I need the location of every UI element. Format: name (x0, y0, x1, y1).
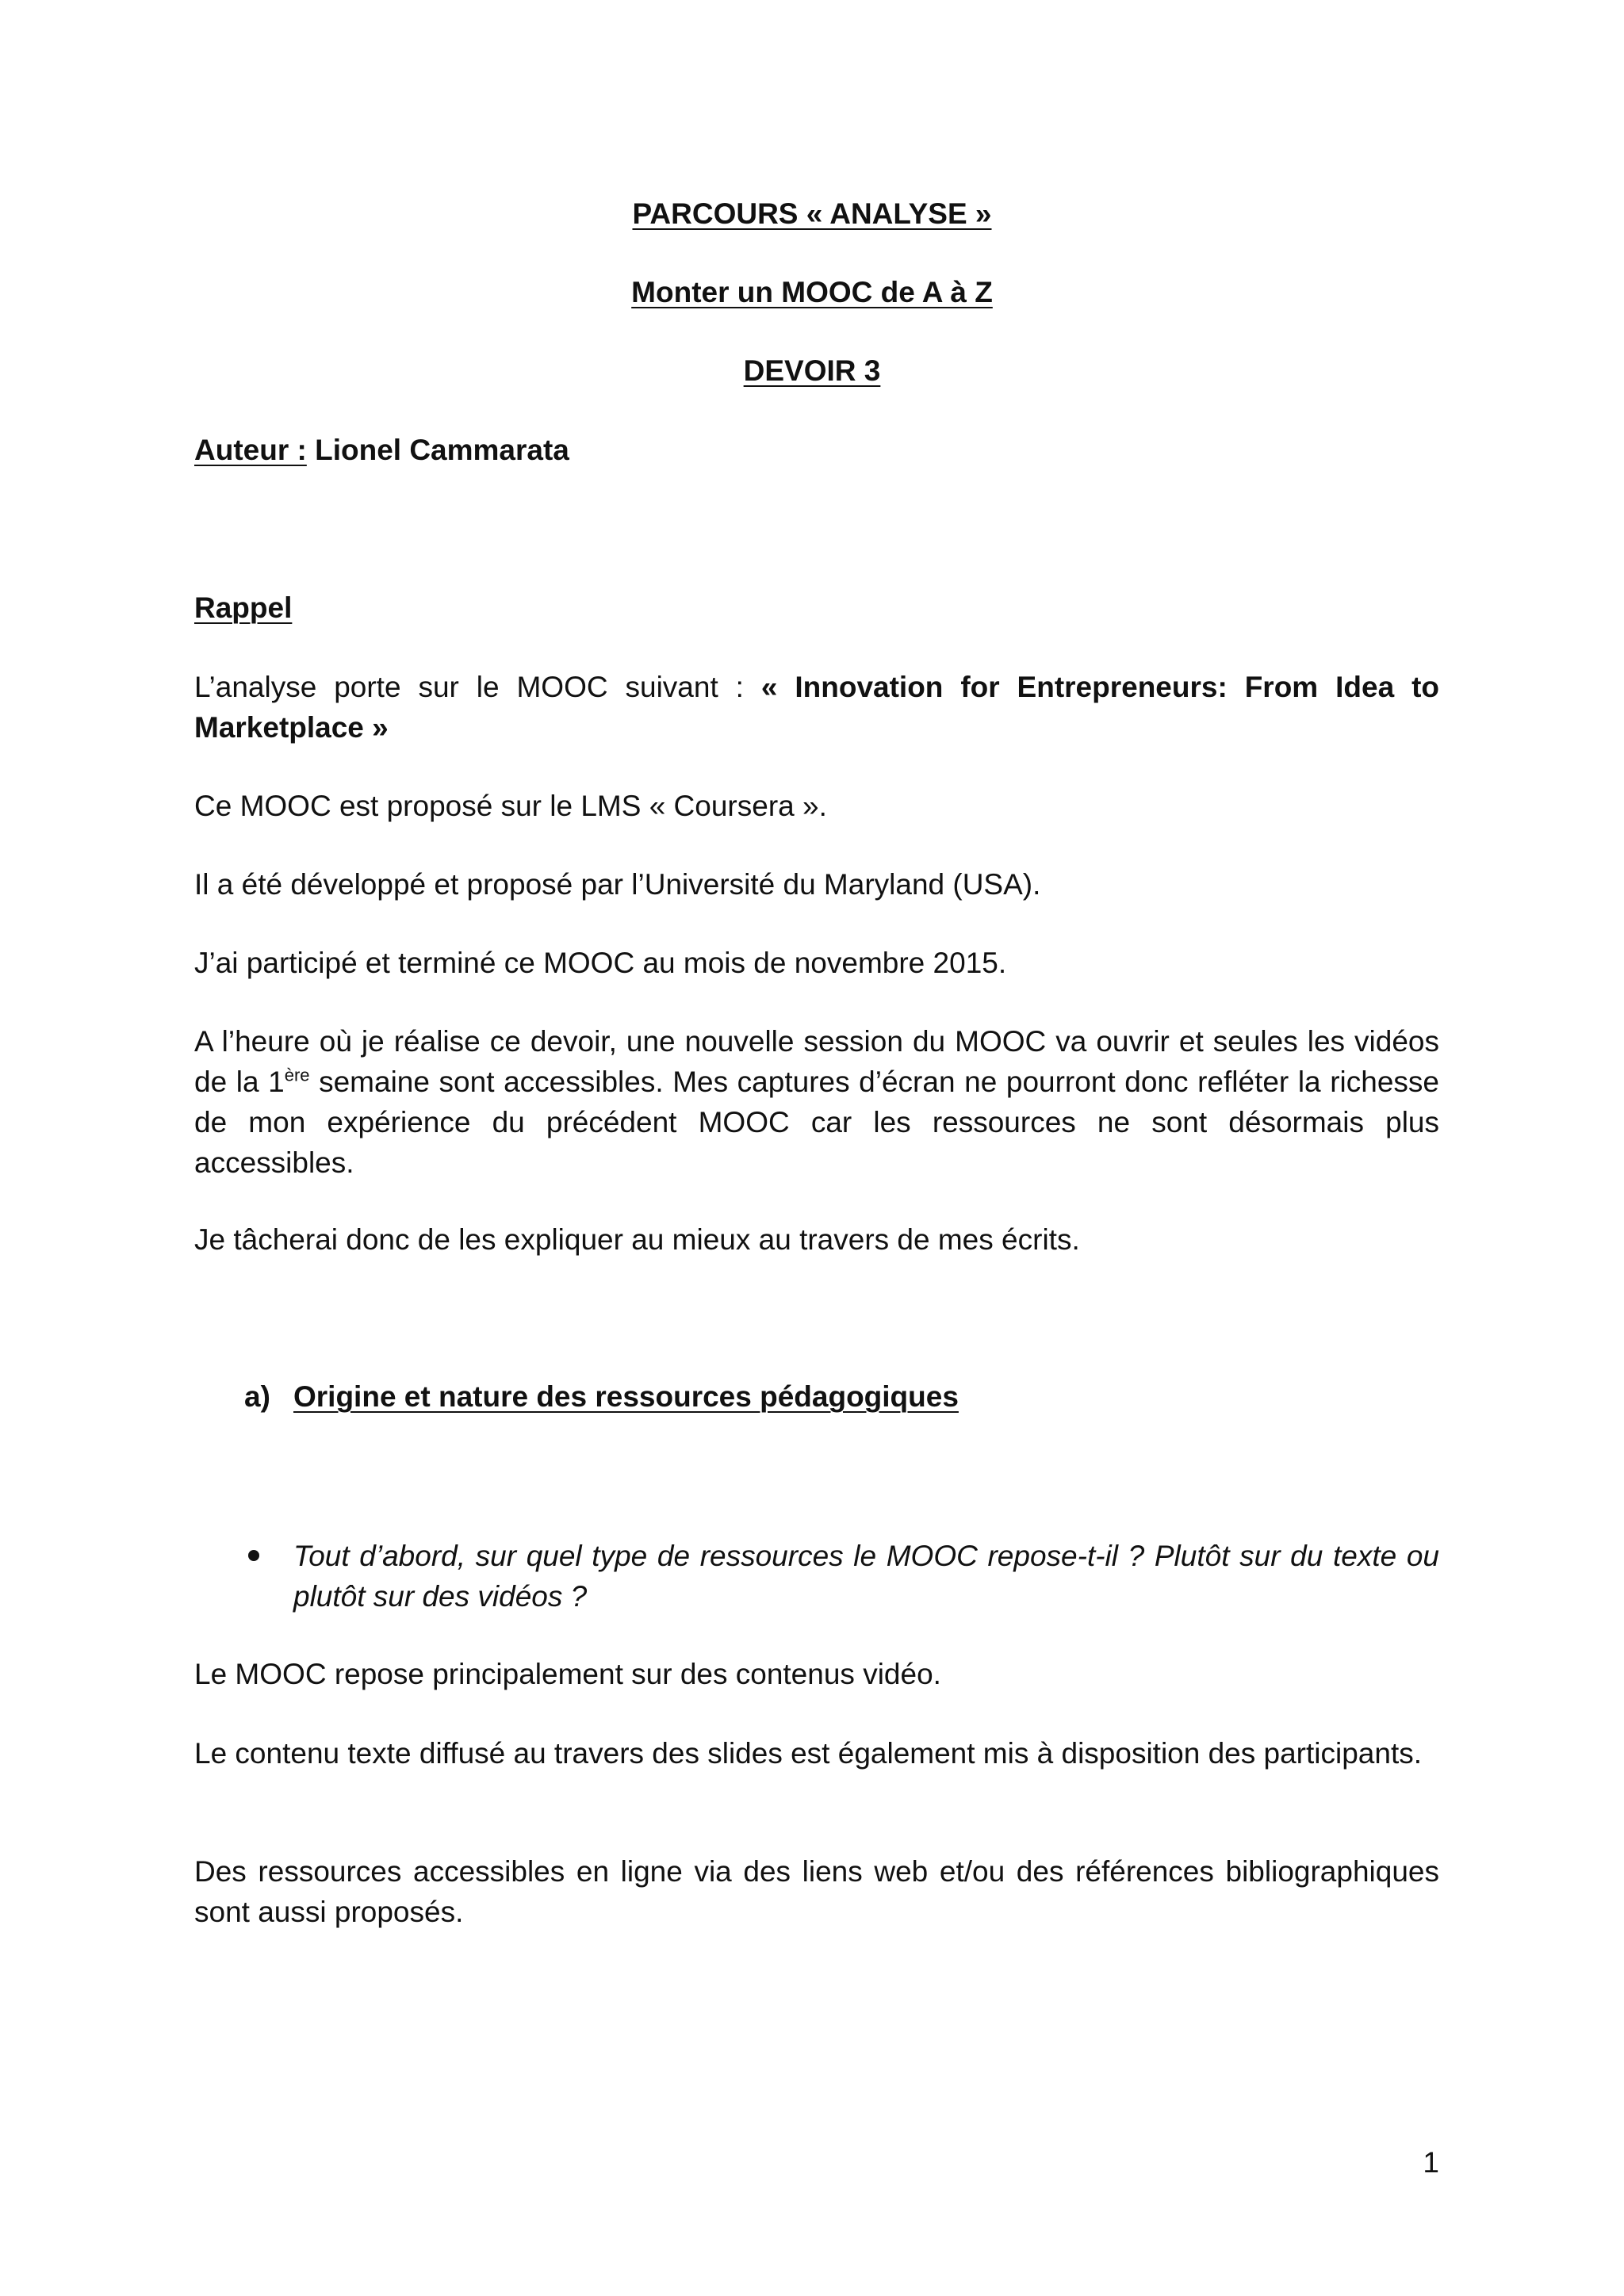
rappel-heading: Rappel (194, 591, 293, 624)
answer-paragraph-resources: Des ressources accessibles en ligne via des liens web et/ou des références bibliographiques sont aussi proposés. (194, 1855, 1439, 1928)
document-subtitle: Monter un MOOC de A à Z (631, 276, 993, 308)
rappel-paragraph-university: Il a été développé et proposé par l’Université du Maryland (USA). (194, 868, 1041, 901)
rappel-course-intro: L’analyse porte sur le MOOC suivant : (194, 671, 761, 703)
rappel-paragraph-platform: Ce MOOC est proposé sur le LMS « Coursera ». (194, 790, 827, 822)
author-line (194, 430, 569, 470)
session-text-after: semaine sont accessibles. Mes captures d’écran ne pourront donc refléter la richesse de mon expérience du précédent MOOC car les ressources ne sont désormais plus accessibles. (194, 1066, 1440, 1179)
section-question: Tout d’abord, sur quel type de ressources le MOOC repose-t-il ? Plutôt sur du texte ou plutôt sur des vidéos ? (293, 1540, 1439, 1613)
rappel-paragraph-explanation: Je tâcherai donc de les expliquer au mieux au travers de mes écrits. (194, 1223, 1080, 1256)
author-name: Lionel Cammarata (315, 434, 569, 466)
answer-paragraph-video: Le MOOC repose principalement sur des contenus vidéo. (194, 1658, 941, 1690)
author-label: Auteur : (194, 434, 307, 466)
document-title: PARCOURS « ANALYSE » (632, 197, 992, 230)
rappel-paragraph-session (194, 1021, 1439, 1183)
course-title: « Innovation for Entrepreneurs: From Idea to Marketplace » (194, 671, 1439, 744)
ordinal-superscript: ère (284, 1065, 310, 1085)
bullet-icon (248, 1550, 259, 1561)
section-heading: Origine et nature des ressources pédagogiques (293, 1380, 959, 1413)
section-marker: a) (244, 1380, 270, 1413)
rappel-paragraph-course (194, 667, 1439, 748)
session-text-before: A l’heure où je réalise ce devoir, une nouvelle session du MOOC va ouvrir et seules les vidéos de la 1 (194, 1025, 1439, 1098)
assignment-label: DEVOIR 3 (743, 354, 881, 387)
rappel-paragraph-participation: J’ai participé et terminé ce MOOC au mois de novembre 2015. (194, 947, 1007, 979)
answer-paragraph-slides: Le contenu texte diffusé au travers des slides est également mis à disposition des participants. (194, 1737, 1423, 1770)
page-number: 1 (1423, 2146, 1439, 2179)
